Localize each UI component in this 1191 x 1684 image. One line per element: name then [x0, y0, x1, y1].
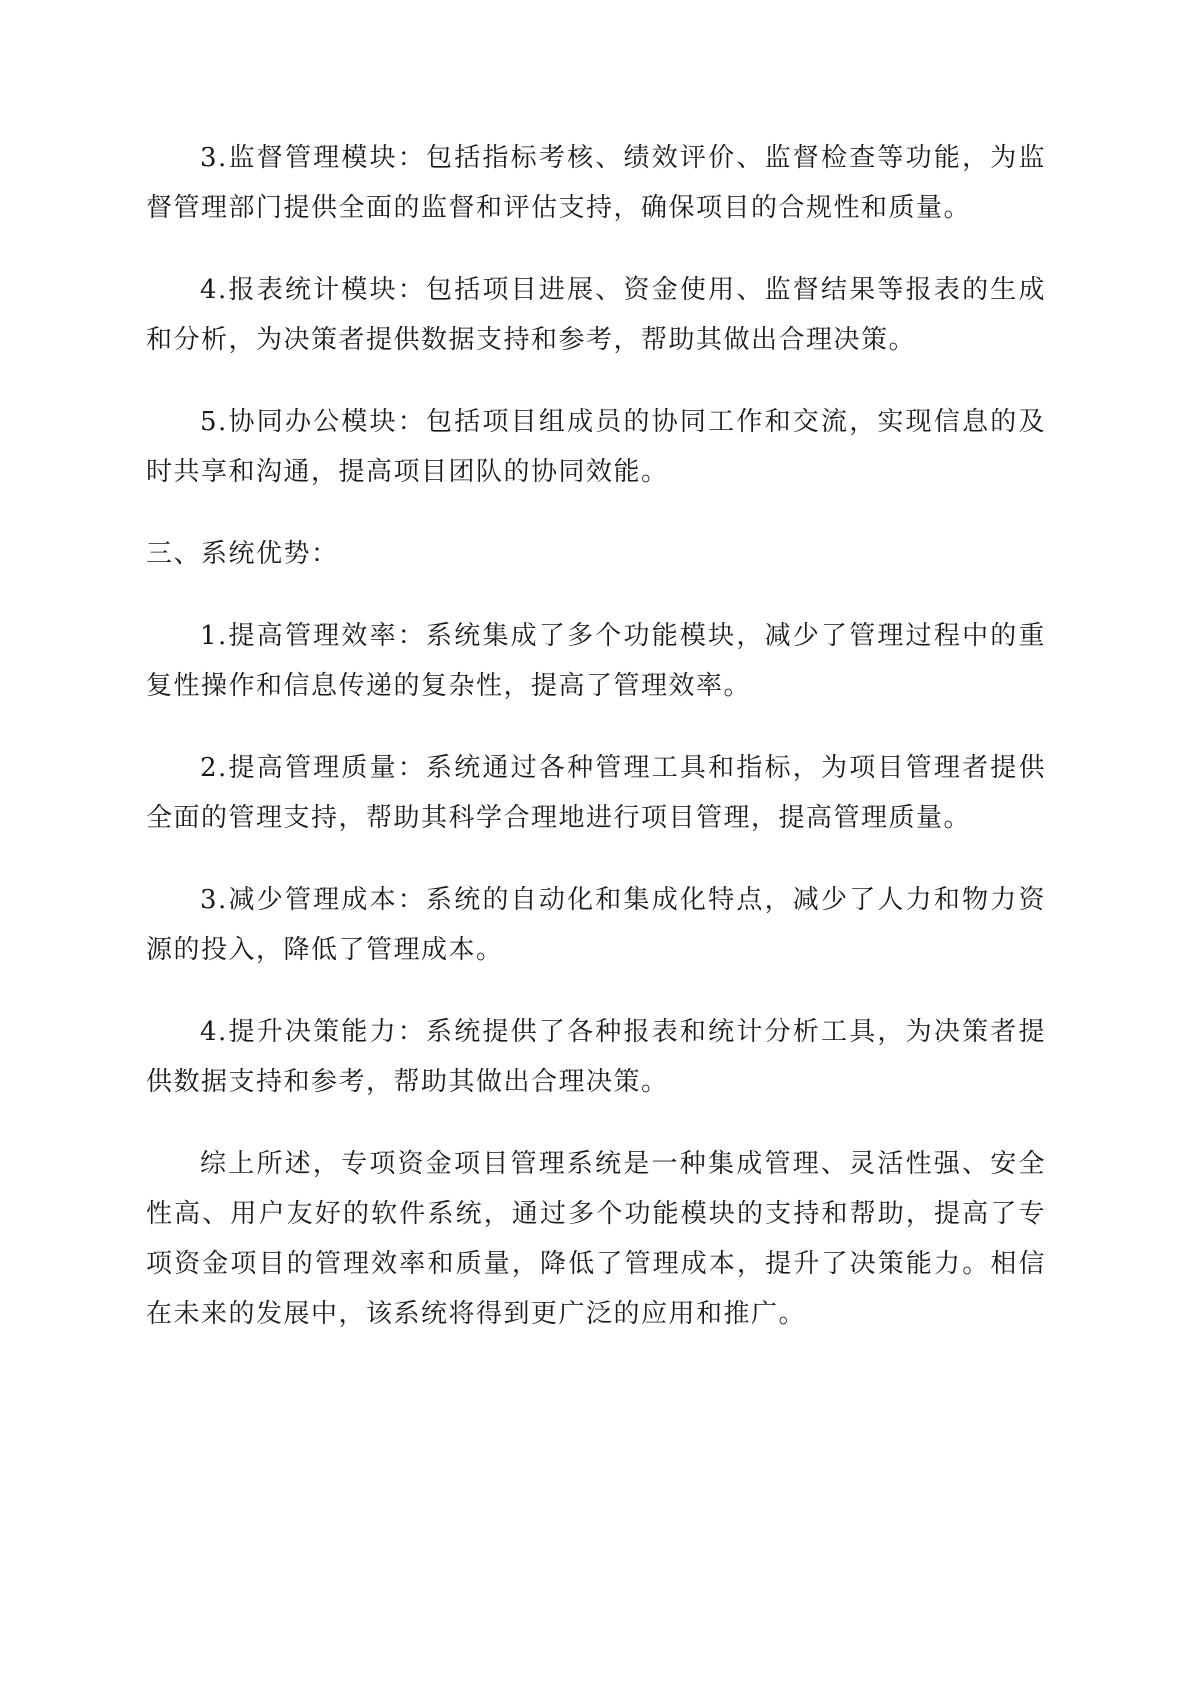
- paragraph-conclusion: 综上所述，专项资金项目管理系统是一种集成管理、灵活性强、安全性高、用户友好的软件系统，通过多个功能模块的支持和帮助，提高了专项资金项目的管理效率和质量，降低了管理成本，提升了决策能力。相信在未来的发展中，该系统将得到更广泛的应用和推广。: [146, 1149, 1046, 1329]
- paragraph-module-4-reports: 4.报表统计模块：包括项目进展、资金使用、监督结果等报表的生成和分析，为决策者提供数据支持和参考，帮助其做出合理决策。: [146, 275, 1046, 355]
- paragraph-advantage-3-cost: 3.减少管理成本：系统的自动化和集成化特点，减少了人力和物力资源的投入，降低了管理成本。: [146, 885, 1046, 965]
- paragraph-advantage-1-efficiency: 1.提高管理效率：系统集成了多个功能模块，减少了管理过程中的重复性操作和信息传递的复杂性，提高了管理效率。: [146, 621, 1046, 701]
- paragraph-module-5-collaboration: 5.协同办公模块：包括项目组成员的协同工作和交流，实现信息的及时共享和沟通，提高项目团队的协同效能。: [146, 407, 1046, 487]
- paragraph-module-3-supervision: 3.监督管理模块：包括指标考核、绩效评价、监督检查等功能，为监督管理部门提供全面的监督和评估支持，确保项目的合规性和质量。: [146, 143, 1046, 223]
- paragraph-advantage-2-quality: 2.提高管理质量：系统通过各种管理工具和指标，为项目管理者提供全面的管理支持，帮助其科学合理地进行项目管理，提高管理质量。: [146, 753, 1046, 833]
- section-heading-system-advantages: 三、系统优势：: [146, 539, 339, 569]
- paragraph-advantage-4-decision: 4.提升决策能力：系统提供了各种报表和统计分析工具，为决策者提供数据支持和参考，帮助其做出合理决策。: [146, 1017, 1046, 1097]
- document-body: [146, 133, 1046, 1371]
